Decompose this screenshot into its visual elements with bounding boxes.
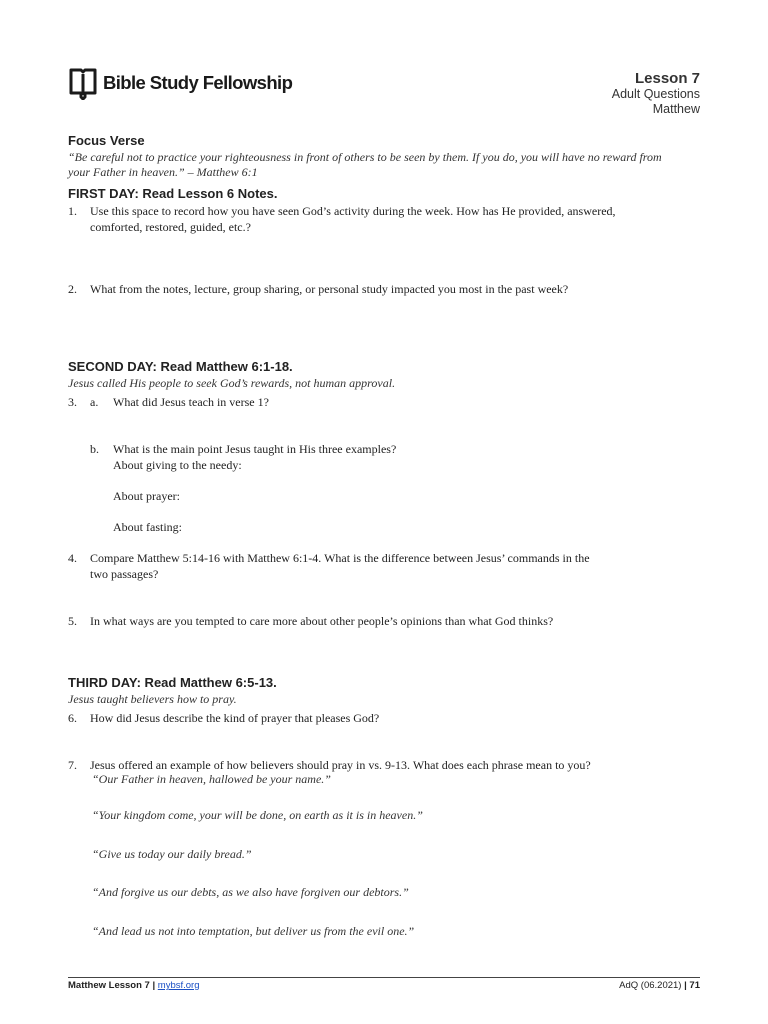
brand-name: Bible Study Fellowship bbox=[103, 72, 293, 93]
first-day-heading: FIRST DAY: Read Lesson 6 Notes. bbox=[68, 186, 278, 201]
lesson-title: Lesson 7 bbox=[634, 70, 700, 87]
prayer-phrase-4: “And forgive us our debts, as we also have forgiven our debtors.” bbox=[92, 885, 409, 899]
question-4-number: 4. bbox=[68, 551, 77, 565]
open-book-icon bbox=[68, 66, 98, 100]
question-3a-letter: a. bbox=[90, 395, 99, 409]
question-3-number: 3. bbox=[68, 395, 77, 409]
focus-verse-heading: Focus Verse bbox=[68, 133, 145, 148]
question-5-text: In what ways are you tempted to care more about other people’s opinions than what God thinks? bbox=[90, 614, 554, 628]
question-7-text: Jesus offered an example of how believers should pray in vs. 9-13. What does each phrase mean to you? bbox=[90, 758, 591, 772]
question-2-number: 2. bbox=[68, 282, 77, 296]
question-3b-text: What is the main point Jesus taught in His three examples? bbox=[113, 442, 397, 456]
lesson-info bbox=[612, 70, 700, 117]
focus-verse-line-1: “Be careful not to practice your righteousness in front of others to be seen by them. If you do, you will have no reward from bbox=[68, 150, 662, 164]
question-6-text: How did Jesus describe the kind of prayer that pleases God? bbox=[90, 711, 380, 725]
prayer-phrase-3: “Give us today our daily bread.” bbox=[92, 847, 252, 861]
footer-version-code: AdQ (06.2021) bbox=[619, 980, 682, 991]
second-day-intro: Jesus called His people to seek God’s rewards, not human approval. bbox=[68, 376, 396, 390]
footer-website-link[interactable]: mybsf.org bbox=[157, 980, 200, 991]
question-3a-text: What did Jesus teach in verse 1? bbox=[113, 395, 269, 409]
question-3b-fasting: About fasting: bbox=[113, 520, 182, 534]
footer-divider bbox=[68, 977, 700, 978]
question-1-line-2: comforted, restored, guided, etc.? bbox=[90, 220, 251, 234]
question-4-line-2: two passages? bbox=[90, 567, 159, 581]
question-5-number: 5. bbox=[68, 614, 77, 628]
third-day-heading: THIRD DAY: Read Matthew 6:5-13. bbox=[68, 675, 277, 690]
footer-separator: | bbox=[152, 980, 156, 991]
question-4-line-1: Compare Matthew 5:14-16 with Matthew 6:1-4. What is the difference between Jesus’ commands in the bbox=[90, 551, 590, 565]
page-number: 71 bbox=[689, 980, 700, 991]
focus-verse-line-2: your Father in heaven.” – Matthew 6:1 bbox=[68, 165, 258, 179]
footer-right bbox=[619, 980, 700, 991]
footer-right-separator: | bbox=[684, 980, 687, 991]
question-2-text: What from the notes, lecture, group sharing, or personal study impacted you most in the past week? bbox=[90, 282, 569, 296]
footer-left bbox=[68, 980, 200, 991]
question-3b-letter: b. bbox=[90, 442, 99, 456]
prayer-phrase-1: “Our Father in heaven, hallowed be your name.” bbox=[92, 772, 331, 786]
prayer-phrase-5: “And lead us not into temptation, but deliver us from the evil one.” bbox=[92, 924, 415, 938]
question-3b-giving: About giving to the needy: bbox=[113, 458, 242, 472]
lesson-subtitle-audience: Adult Questions bbox=[611, 87, 700, 101]
question-1-line-1: Use this space to record how you have seen God’s activity during the week. How has He provided, answered, bbox=[90, 204, 616, 218]
brand-logo bbox=[68, 66, 292, 100]
question-7-number: 7. bbox=[68, 758, 77, 772]
third-day-intro: Jesus taught believers how to pray. bbox=[68, 692, 237, 706]
question-3b-prayer: About prayer: bbox=[113, 489, 180, 503]
question-1-number: 1. bbox=[68, 204, 77, 218]
lesson-subtitle-book: Matthew bbox=[652, 102, 700, 116]
footer-lesson-label: Matthew Lesson 7 bbox=[68, 980, 150, 991]
question-6-number: 6. bbox=[68, 711, 77, 725]
prayer-phrase-2: “Your kingdom come, your will be done, on earth as it is in heaven.” bbox=[92, 808, 423, 822]
second-day-heading: SECOND DAY: Read Matthew 6:1-18. bbox=[68, 359, 293, 374]
